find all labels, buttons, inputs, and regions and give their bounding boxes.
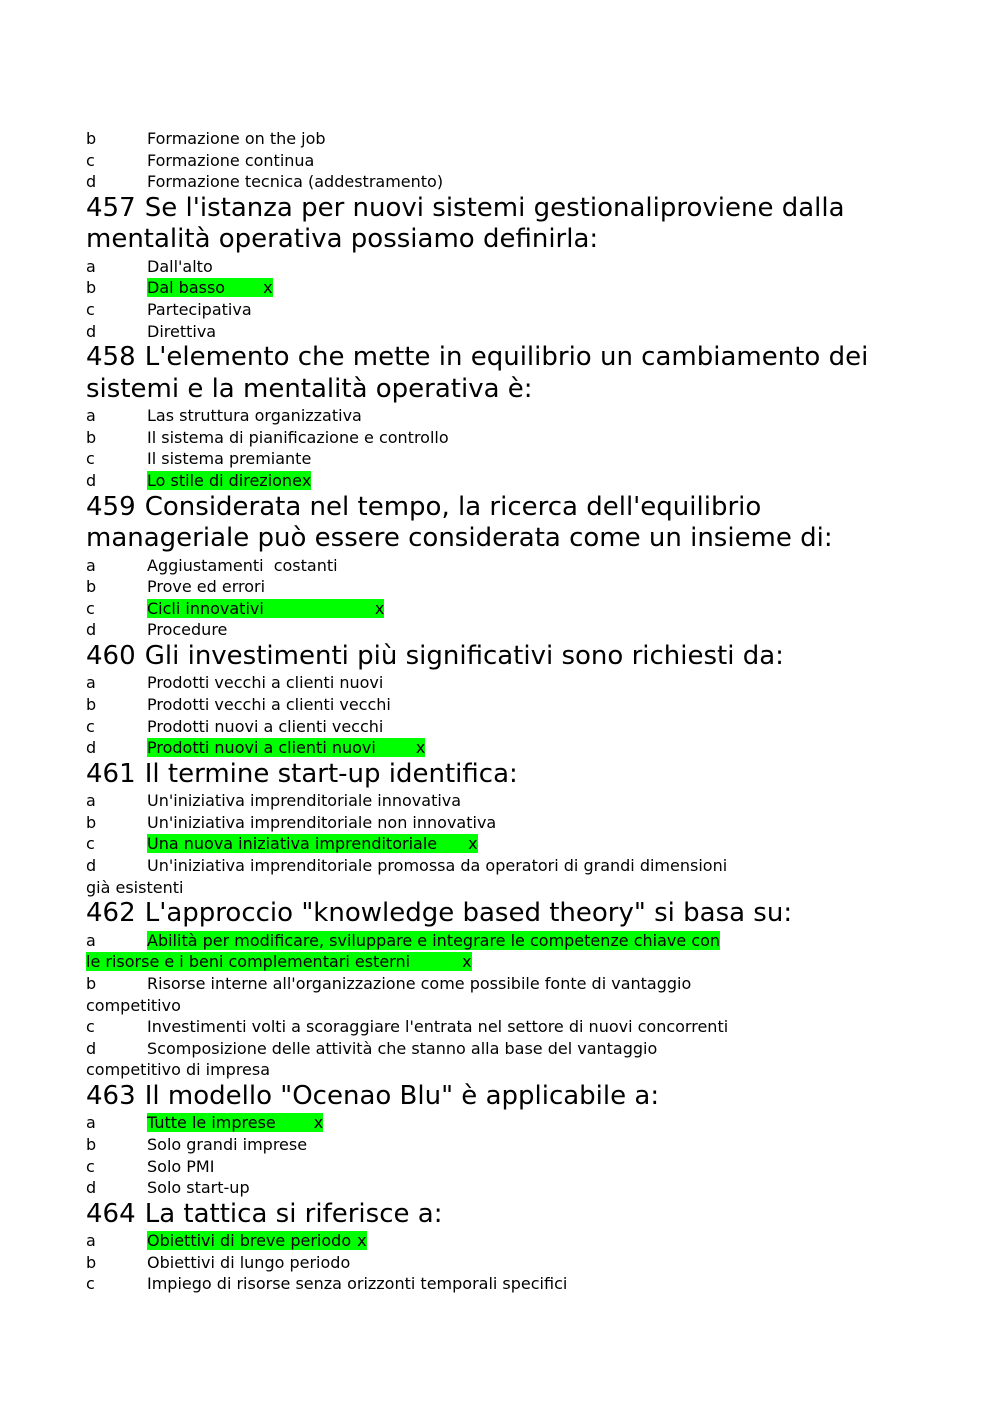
option-letter: b [86, 812, 97, 832]
option-text: competitivo di impresa [86, 1060, 271, 1080]
option-letter: a [86, 1113, 96, 1133]
correct-mark: x [415, 738, 426, 758]
option-letter: c [86, 598, 95, 618]
option-row [86, 299, 916, 321]
option-row [86, 1177, 916, 1199]
option-letter: a [86, 555, 96, 575]
option-text: Impiego di risorse senza orizzonti temporali specifici [147, 1274, 568, 1294]
option-text: Solo PMI [147, 1156, 215, 1176]
option-row [86, 427, 916, 449]
question-heading [86, 759, 916, 791]
option-continuation [86, 951, 916, 973]
option-text: Aggiustamenti costanti [147, 555, 338, 575]
option-letter: d [86, 738, 97, 758]
option-letter: c [86, 1156, 95, 1176]
question-458 [86, 342, 916, 491]
option-text: Obiettivi di lungo periodo [147, 1252, 351, 1272]
option-letter: c [86, 299, 95, 319]
intro-options [86, 128, 916, 193]
option-text: Solo grandi imprese [147, 1135, 308, 1154]
question-heading [86, 1081, 916, 1113]
question-text: Il modello "Ocenao Blu" è applicabile a: [144, 1080, 660, 1111]
option-row [86, 150, 916, 172]
question-text: Gli investimenti più significativi sono richiesti da: [144, 640, 784, 671]
question-number: 462 [86, 898, 136, 929]
question-number: 458 [86, 342, 136, 373]
option-text: Partecipativa [147, 299, 252, 319]
question-text: L'approccio "knowledge based theory" si basa su: [144, 898, 793, 929]
option-text: competitivo [86, 995, 181, 1015]
option-letter: b [86, 1135, 97, 1154]
option-row [86, 672, 916, 694]
option-text: le risorse e i beni complementari esterni [86, 952, 411, 972]
option-letter: a [86, 673, 96, 693]
correct-mark: x [313, 1113, 324, 1133]
question-text: Il termine start-up identifica: [144, 758, 518, 789]
question-heading [86, 492, 916, 555]
option-letter: a [86, 256, 96, 276]
option-text: Un'iniziativa imprenditoriale promossa da operatori di grandi dimensioni [147, 856, 728, 876]
correct-answer-highlight [147, 471, 311, 490]
question-number: 463 [86, 1080, 136, 1111]
option-letter: d [86, 856, 97, 876]
option-letter: d [86, 1038, 97, 1058]
option-text: Una nuova iniziativa imprenditoriale [147, 834, 438, 854]
option-row-correct [86, 1112, 916, 1134]
option-row [86, 555, 916, 577]
option-text: Dal basso [147, 278, 226, 298]
question-number: 464 [86, 1198, 136, 1229]
option-text: Las struttura organizzativa [147, 406, 362, 426]
option-continuation [86, 1059, 916, 1081]
option-text: Prodotti nuovi a clienti vecchi [147, 716, 384, 736]
correct-mark: x [301, 470, 312, 490]
question-heading [86, 641, 916, 673]
option-letter: b [86, 1252, 97, 1272]
option-text: Un'iniziativa imprenditoriale non innovativa [147, 812, 497, 832]
correct-mark: x [357, 1231, 367, 1251]
option-text: Lo stile di direzione [147, 470, 302, 490]
option-row [86, 619, 916, 641]
correct-answer-highlight [147, 738, 425, 757]
option-row [86, 576, 916, 598]
correct-answer-highlight [147, 1231, 367, 1250]
option-letter: a [86, 791, 96, 811]
option-text: Prove ed errori [147, 577, 266, 597]
question-number: 459 [86, 491, 136, 522]
option-row-correct [86, 737, 916, 759]
option-row-correct [86, 598, 916, 620]
option-row [86, 855, 916, 877]
option-row [86, 405, 916, 427]
option-text: Formazione tecnica (addestramento) [147, 172, 444, 192]
option-letter: c [86, 716, 95, 736]
option-letter: b [86, 427, 97, 447]
option-text: Il sistema di pianificazione e controllo [147, 427, 449, 447]
option-text: Prodotti nuovi a clienti nuovi [147, 738, 376, 758]
option-text: Un'iniziativa imprenditoriale innovativa [147, 791, 462, 811]
option-text: Prodotti vecchi a clienti vecchi [147, 695, 391, 714]
option-row [86, 1252, 916, 1274]
correct-answer-highlight [147, 599, 384, 618]
option-row-correct [86, 930, 916, 952]
option-text: Il sistema premiante [147, 449, 312, 469]
option-continuation [86, 877, 916, 899]
option-text: Direttiva [147, 321, 217, 341]
question-459 [86, 492, 916, 641]
correct-mark: x [374, 598, 385, 618]
option-continuation [86, 995, 916, 1017]
option-letter: b [86, 278, 97, 298]
option-text: Dall'alto [147, 256, 213, 276]
correct-mark: x [263, 278, 273, 298]
option-letter: b [86, 973, 97, 993]
option-letter: b [86, 695, 97, 714]
correct-mark: x [468, 834, 478, 854]
question-heading [86, 193, 916, 256]
option-row [86, 1038, 916, 1060]
option-letter: c [86, 1274, 95, 1294]
option-letter: b [86, 129, 97, 148]
correct-answer-highlight [147, 1113, 323, 1132]
question-heading [86, 1199, 916, 1231]
correct-answer-highlight: Abilità per modificare, sviluppare e integrare le competenze chiave con [147, 930, 721, 950]
question-464 [86, 1199, 916, 1295]
question-text: Considerata nel tempo, la ricerca dell'equilibrio manageriale può essere considerata come un insieme di: [86, 491, 833, 554]
option-letter: a [86, 930, 96, 950]
option-row [86, 321, 916, 343]
option-row [86, 1156, 916, 1178]
question-text: La tattica si riferisce a: [144, 1198, 443, 1229]
correct-answer-highlight [86, 952, 472, 971]
question-heading [86, 898, 916, 930]
option-letter: d [86, 470, 97, 490]
option-letter: d [86, 172, 97, 192]
question-460 [86, 641, 916, 759]
option-row-correct [86, 277, 916, 299]
document-page [86, 128, 916, 1295]
correct-mark: x [462, 952, 472, 972]
option-row [86, 1134, 916, 1156]
option-text: Prodotti vecchi a clienti nuovi [147, 673, 384, 693]
option-row [86, 790, 916, 812]
question-461 [86, 759, 916, 898]
question-text: Se l'istanza per nuovi sistemi gestionaliproviene dalla mentalità operativa possiamo definirla: [86, 192, 845, 255]
option-letter: b [86, 577, 97, 597]
option-row-correct [86, 833, 916, 855]
question-463 [86, 1081, 916, 1199]
option-text: Scomposizione delle attività che stanno alla base del vantaggio [147, 1038, 658, 1058]
option-letter: d [86, 1178, 97, 1198]
question-457 [86, 193, 916, 342]
option-row [86, 716, 916, 738]
option-letter: d [86, 321, 97, 341]
option-row [86, 171, 916, 193]
option-row [86, 256, 916, 278]
option-letter: c [86, 834, 95, 854]
option-letter: c [86, 449, 95, 469]
option-row [86, 448, 916, 470]
option-text: Formazione on the job [147, 129, 326, 148]
option-text: Procedure [147, 620, 228, 640]
question-heading [86, 342, 916, 405]
option-row [86, 1273, 916, 1295]
option-row-correct [86, 1230, 916, 1252]
option-text: Solo start-up [147, 1178, 250, 1198]
option-text: Formazione continua [147, 150, 315, 170]
question-text: L'elemento che mette in equilibrio un cambiamento dei sistemi e la mentalità operativa è: [86, 342, 869, 404]
option-text: Obiettivi di breve periodo [147, 1231, 352, 1251]
option-letter: a [86, 406, 96, 426]
question-number: 457 [86, 192, 136, 223]
correct-answer-highlight [147, 834, 478, 853]
option-letter: d [86, 620, 97, 640]
option-text: già esistenti [86, 877, 184, 897]
option-text: Cicli innovativi [147, 598, 264, 618]
question-number: 461 [86, 758, 136, 789]
option-row [86, 1016, 916, 1038]
option-row-correct [86, 470, 916, 492]
option-row [86, 694, 916, 716]
option-row [86, 128, 916, 150]
option-letter: c [86, 1017, 95, 1037]
option-text: Tutte le imprese [147, 1113, 276, 1133]
option-row [86, 812, 916, 834]
question-number: 460 [86, 640, 136, 671]
option-row [86, 973, 916, 995]
option-letter: c [86, 150, 95, 170]
option-letter: a [86, 1231, 96, 1251]
correct-answer-highlight [147, 278, 273, 297]
option-text: Risorse interne all'organizzazione come possibile fonte di vantaggio [147, 973, 692, 993]
option-text: Investimenti volti a scoraggiare l'entrata nel settore di nuovi concorrenti [147, 1017, 729, 1037]
question-462 [86, 898, 916, 1081]
